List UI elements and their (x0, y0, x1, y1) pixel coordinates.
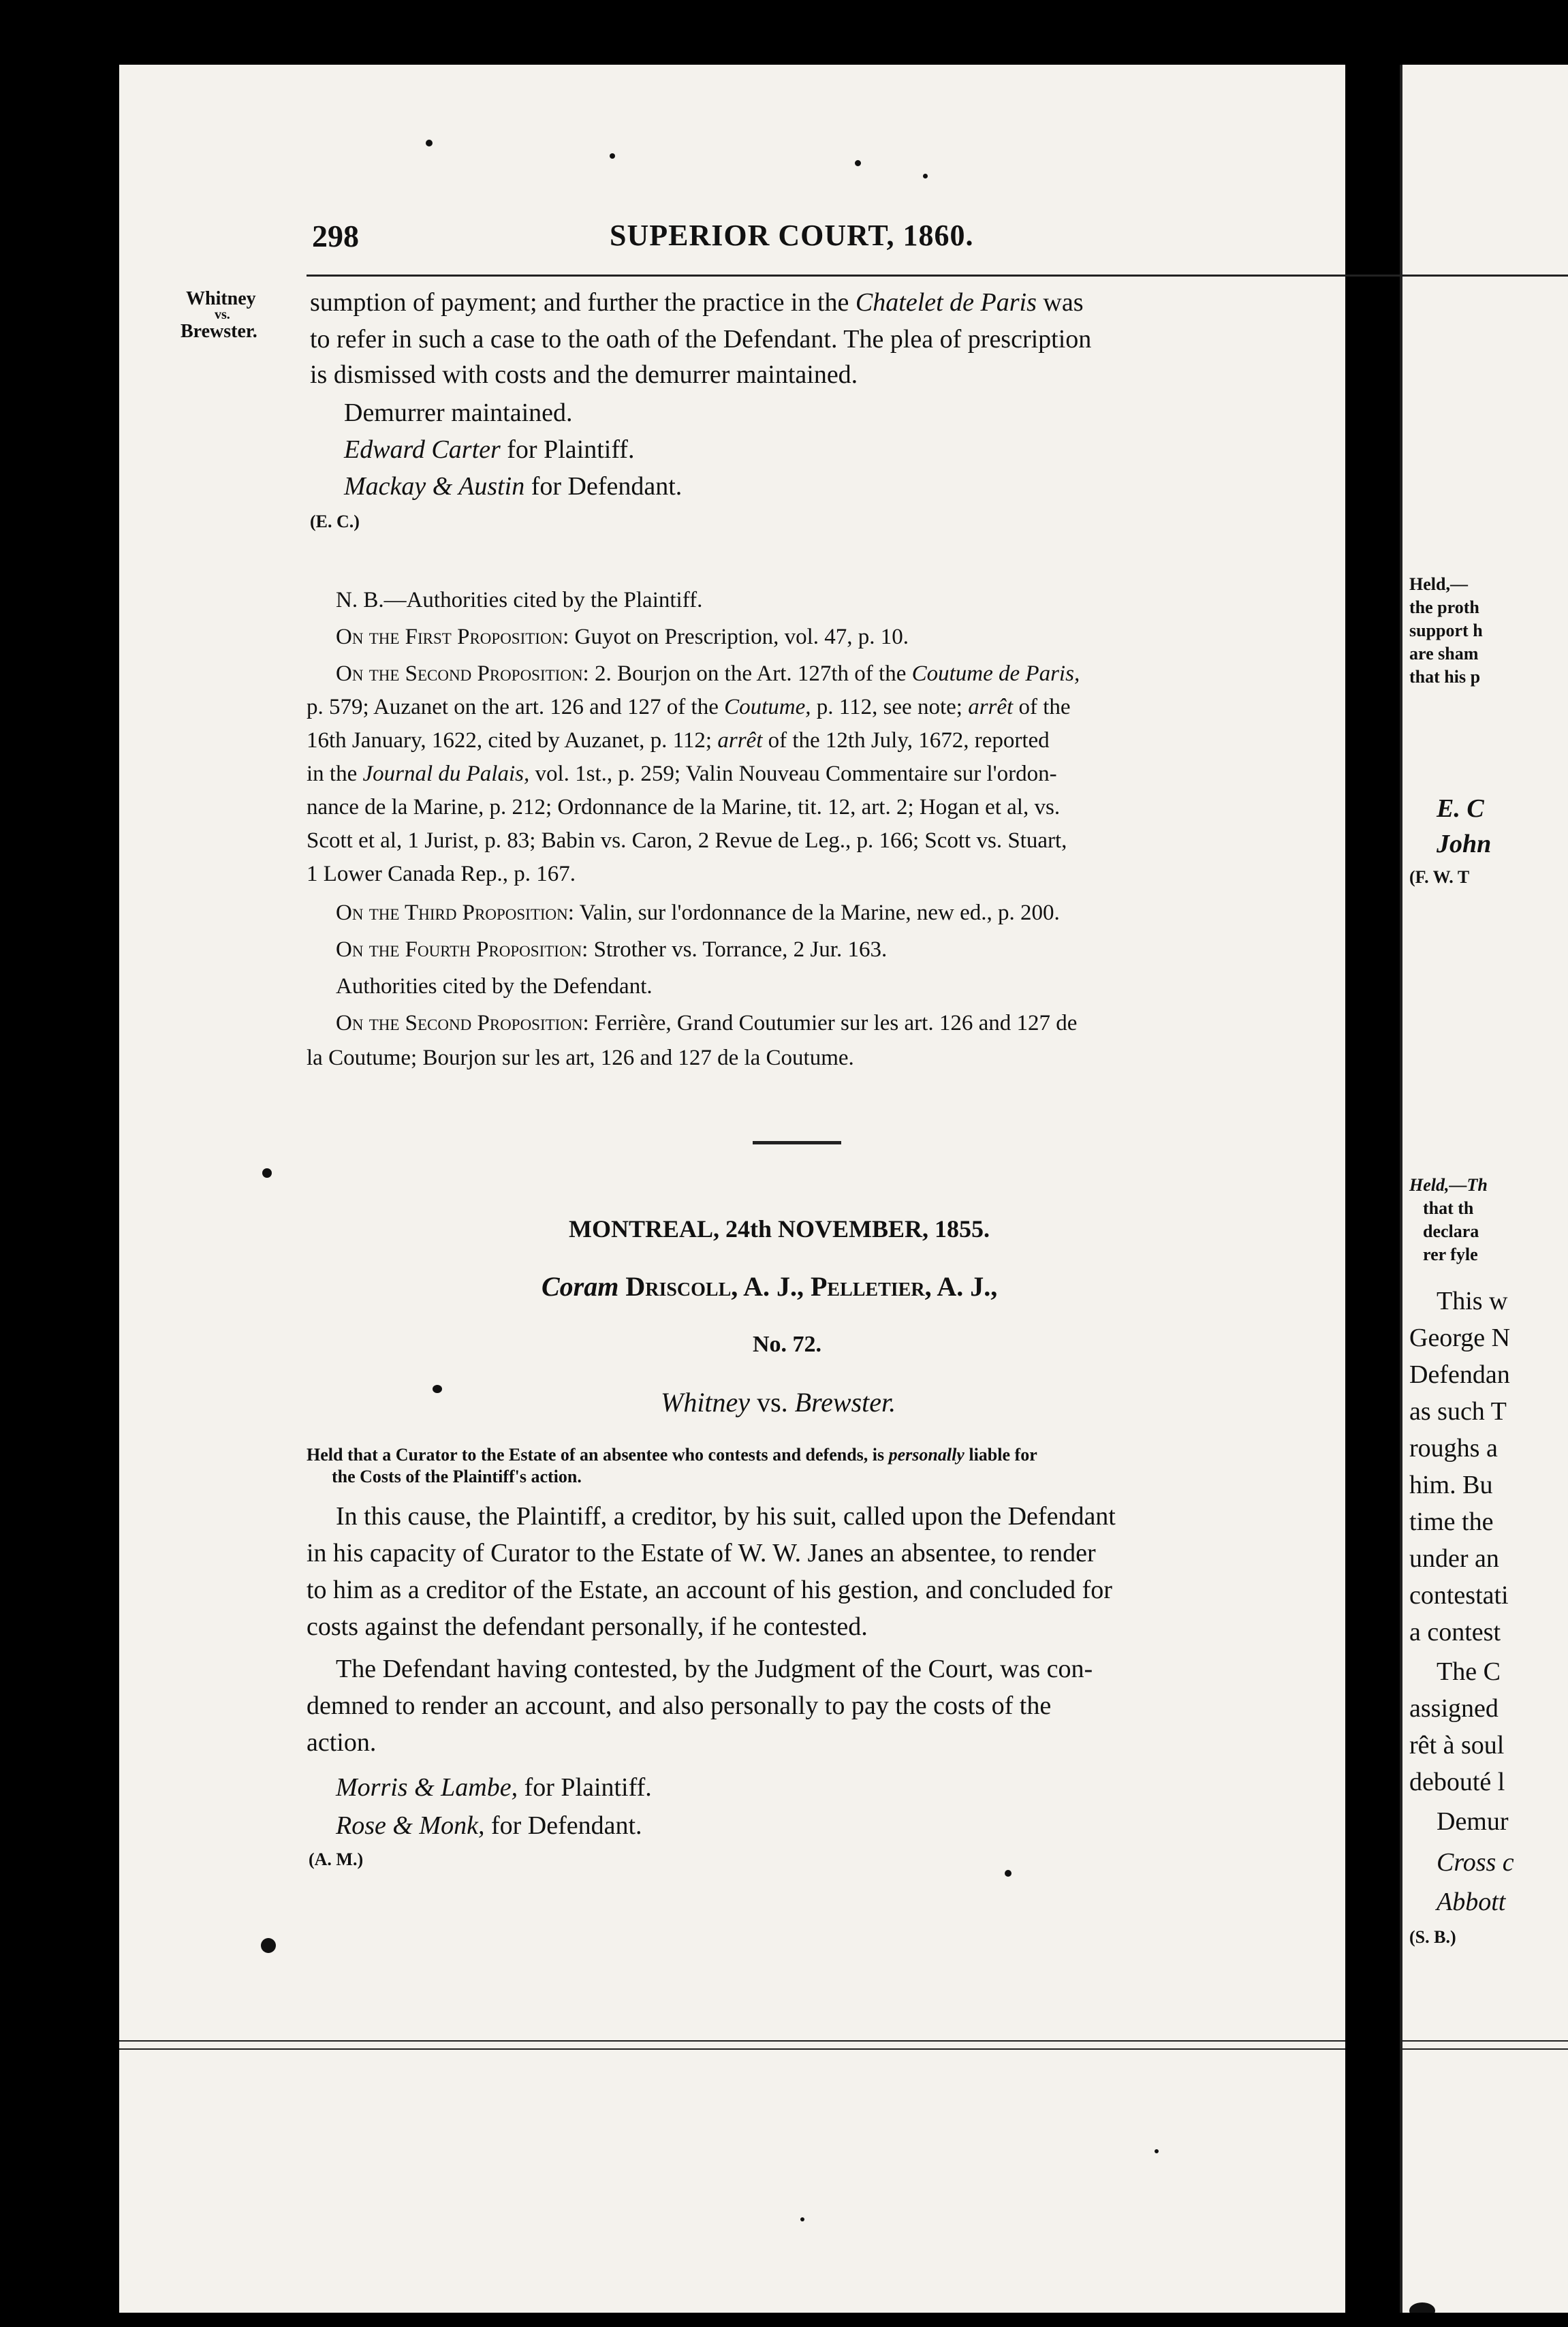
place-date-heading: MONTREAL, 24th NOVEMBER, 1855. (569, 1215, 990, 1243)
ink-speck (610, 153, 615, 159)
adjacent-body-line-6: him. Bu (1409, 1471, 1493, 1499)
second-proposition-line-4: in the Journal du Palais, vol. 1st., p. 259; Valin Nouveau Commentaire sur l'ordon- (307, 762, 1057, 786)
adjacent-body-line-9: contestati (1409, 1581, 1509, 1610)
second-proposition-line-6: Scott et al, 1 Jurist, p. 83; Babin vs. Caron, 2 Revue de Leg., p. 166; Scott vs. Stuart, (307, 828, 1067, 853)
case-paragraph-1-line-1: In this cause, the Plaintiff, a creditor, by his suit, called upon the Defendant (336, 1502, 1116, 1531)
second-proposition-line-5: nance de la Marine, p. 212; Ordonnance de la Marine, tit. 12, art. 2; Hogan et al, vs. (307, 795, 1061, 819)
margin-note-line1: Whitney (186, 288, 256, 309)
held-line-2: the Costs of the Plaintiff's action. (332, 1467, 582, 1486)
third-proposition: On the Third Proposition: Valin, sur l'ordonnance de la Marine, new ed., p. 200. (336, 901, 1060, 925)
defendant-second-proposition-line-1: On the Second Proposition: Ferrière, Grand Coutumier sur les art. 126 and 127 de (336, 1011, 1078, 1035)
second-proposition-line-3: 16th January, 1622, cited by Auzanet, p. 112; arrêt of the 12th July, 1672, reported (307, 728, 1050, 753)
ink-speck (923, 174, 928, 178)
attorney-defendant: Mackay & Austin for Defendant. (344, 472, 683, 501)
ink-speck (433, 1385, 442, 1393)
case-paragraph-1-line-4: costs against the defendant personally, if he contested. (307, 1612, 868, 1641)
margin-note-line2: vs. (215, 307, 230, 322)
adjacent-body-line-15: Demur (1437, 1807, 1509, 1836)
attorney-plaintiff: Edward Carter for Plaintiff. (344, 435, 635, 464)
left-page (119, 65, 1345, 2313)
adjacent-body-line-3: Defendan (1409, 1360, 1510, 1389)
first-proposition: On the First Proposition: Guyot on Prescription, vol. 47, p. 10. (336, 625, 909, 649)
adjacent-initials-2: (S. B.) (1409, 1927, 1456, 1947)
case-attorney-defendant: Rose & Monk, for Defendant. (336, 1811, 642, 1840)
case-paragraph-2-line-1: The Defendant having contested, by the Judgment of the Court, was con- (336, 1655, 1093, 1683)
fourth-proposition: On the Fourth Proposition: Strother vs. Torrance, 2 Jur. 163. (336, 937, 888, 962)
second-proposition-line-2: p. 579; Auzanet on the art. 126 and 127 of the Coutume, p. 112, see note; arrêt of the (307, 695, 1071, 719)
bottom-rule-2 (119, 2048, 1345, 2050)
adjacent-body-line-17: Abbott (1437, 1888, 1506, 1916)
authorities-nb: N. B.—Authorities cited by the Plaintiff. (336, 588, 703, 612)
adjacent-held-1-line-3: support h (1409, 621, 1483, 640)
adjacent-body-line-4: as such T (1409, 1397, 1507, 1426)
running-title: SUPERIOR COURT, 1860. (610, 219, 974, 252)
continued-line-1: sumption of payment; and further the practice in the Chatelet de Paris was (310, 288, 1084, 317)
adjacent-held-1-line-5: that his p (1409, 667, 1481, 687)
adjacent-initials-1: (F. W. T (1409, 867, 1470, 887)
adjacent-held-2-line-3: declara (1423, 1221, 1479, 1241)
held-line-1: Held that a Curator to the Estate of an absentee who contests and defends, is personally liable for (307, 1445, 1037, 1465)
ink-speck (426, 140, 433, 146)
adjacent-bottom-rule-1 (1402, 2040, 1568, 2042)
judgment-line: Demurrer maintained. (344, 399, 573, 427)
second-proposition-line-1: On the Second Proposition: 2. Bourjon on the Art. 127th of the Coutume de Paris, (336, 661, 1080, 686)
ink-speck (262, 1168, 272, 1178)
adjacent-header-rule (1402, 275, 1568, 277)
second-proposition-line-7: 1 Lower Canada Rep., p. 167. (307, 862, 576, 886)
adjacent-bottom-rule-2 (1402, 2048, 1568, 2050)
adjacent-body-line-7: time the (1409, 1508, 1494, 1536)
adjacent-body-line-8: under an (1409, 1544, 1499, 1573)
continued-line-2: to refer in such a case to the oath of the Defendant. The plea of prescription (310, 325, 1092, 354)
page-number: 298 (312, 219, 359, 253)
adjacent-body-line-16: Cross c (1437, 1848, 1514, 1877)
adjacent-body-line-5: roughs a (1409, 1434, 1498, 1463)
case-paragraph-2-line-3: action. (307, 1728, 377, 1757)
continued-line-3: is dismissed with costs and the demurrer maintained. (310, 360, 858, 389)
adjacent-body-line-14: debouté l (1409, 1768, 1505, 1796)
coram-line: Coram Driscoll, A. J., Pelletier, A. J., (542, 1271, 998, 1302)
header-rule (307, 275, 1407, 277)
ink-speck (1155, 2149, 1159, 2153)
ink-speck (1409, 2302, 1435, 2313)
adjacent-page (1400, 65, 1568, 2313)
case-attorney-plaintiff: Morris & Lambe, for Plaintiff. (336, 1773, 652, 1802)
adjacent-body-line-2: George N (1409, 1324, 1511, 1352)
adjacent-held-2-line-4: rer fyle (1423, 1245, 1478, 1264)
case-reporter-initials: (A. M.) (309, 1849, 364, 1869)
adjacent-body-line-11: The C (1437, 1657, 1501, 1686)
adjacent-attorney-b: John (1437, 830, 1492, 858)
case-paragraph-1-line-2: in his capacity of Curator to the Estate of W. W. Janes an absentee, to render (307, 1539, 1096, 1567)
adjacent-held-1: Held,— (1409, 574, 1468, 594)
bottom-rule-1 (119, 2040, 1345, 2042)
adjacent-body-line-12: assigned (1409, 1694, 1499, 1723)
adjacent-held-2-line-2: that th (1423, 1198, 1474, 1218)
adjacent-body-line-10: a contest (1409, 1618, 1501, 1646)
case-parties: Whitney vs. Brewster. (661, 1387, 896, 1418)
case-paragraph-1-line-3: to him as a creditor of the Estate, an account of his gestion, and concluded for (307, 1576, 1112, 1604)
adjacent-held-1-line-2: the proth (1409, 597, 1479, 617)
ink-speck (1005, 1870, 1012, 1877)
reporter-initials: (E. C.) (310, 512, 360, 531)
ink-speck (855, 160, 861, 166)
case-paragraph-2-line-2: demned to render an account, and also personally to pay the costs of the (307, 1691, 1052, 1720)
ink-speck (800, 2217, 804, 2221)
adjacent-held-1-line-4: are sham (1409, 644, 1479, 663)
defendant-authorities-heading: Authorities cited by the Defendant. (336, 974, 653, 999)
case-number: No. 72. (753, 1332, 822, 1357)
adjacent-attorney-a: E. C (1437, 794, 1484, 823)
section-separator (753, 1141, 841, 1144)
adjacent-body-line-13: rêt à soul (1409, 1731, 1505, 1760)
ink-speck (261, 1938, 276, 1953)
margin-note-line3: Brewster. (181, 321, 257, 342)
adjacent-body-line-1: This w (1437, 1287, 1508, 1315)
adjacent-held-2: Held,—Th (1409, 1175, 1488, 1195)
defendant-second-proposition-line-2: la Coutume; Bourjon sur les art, 126 and 127 de la Coutume. (307, 1046, 854, 1070)
